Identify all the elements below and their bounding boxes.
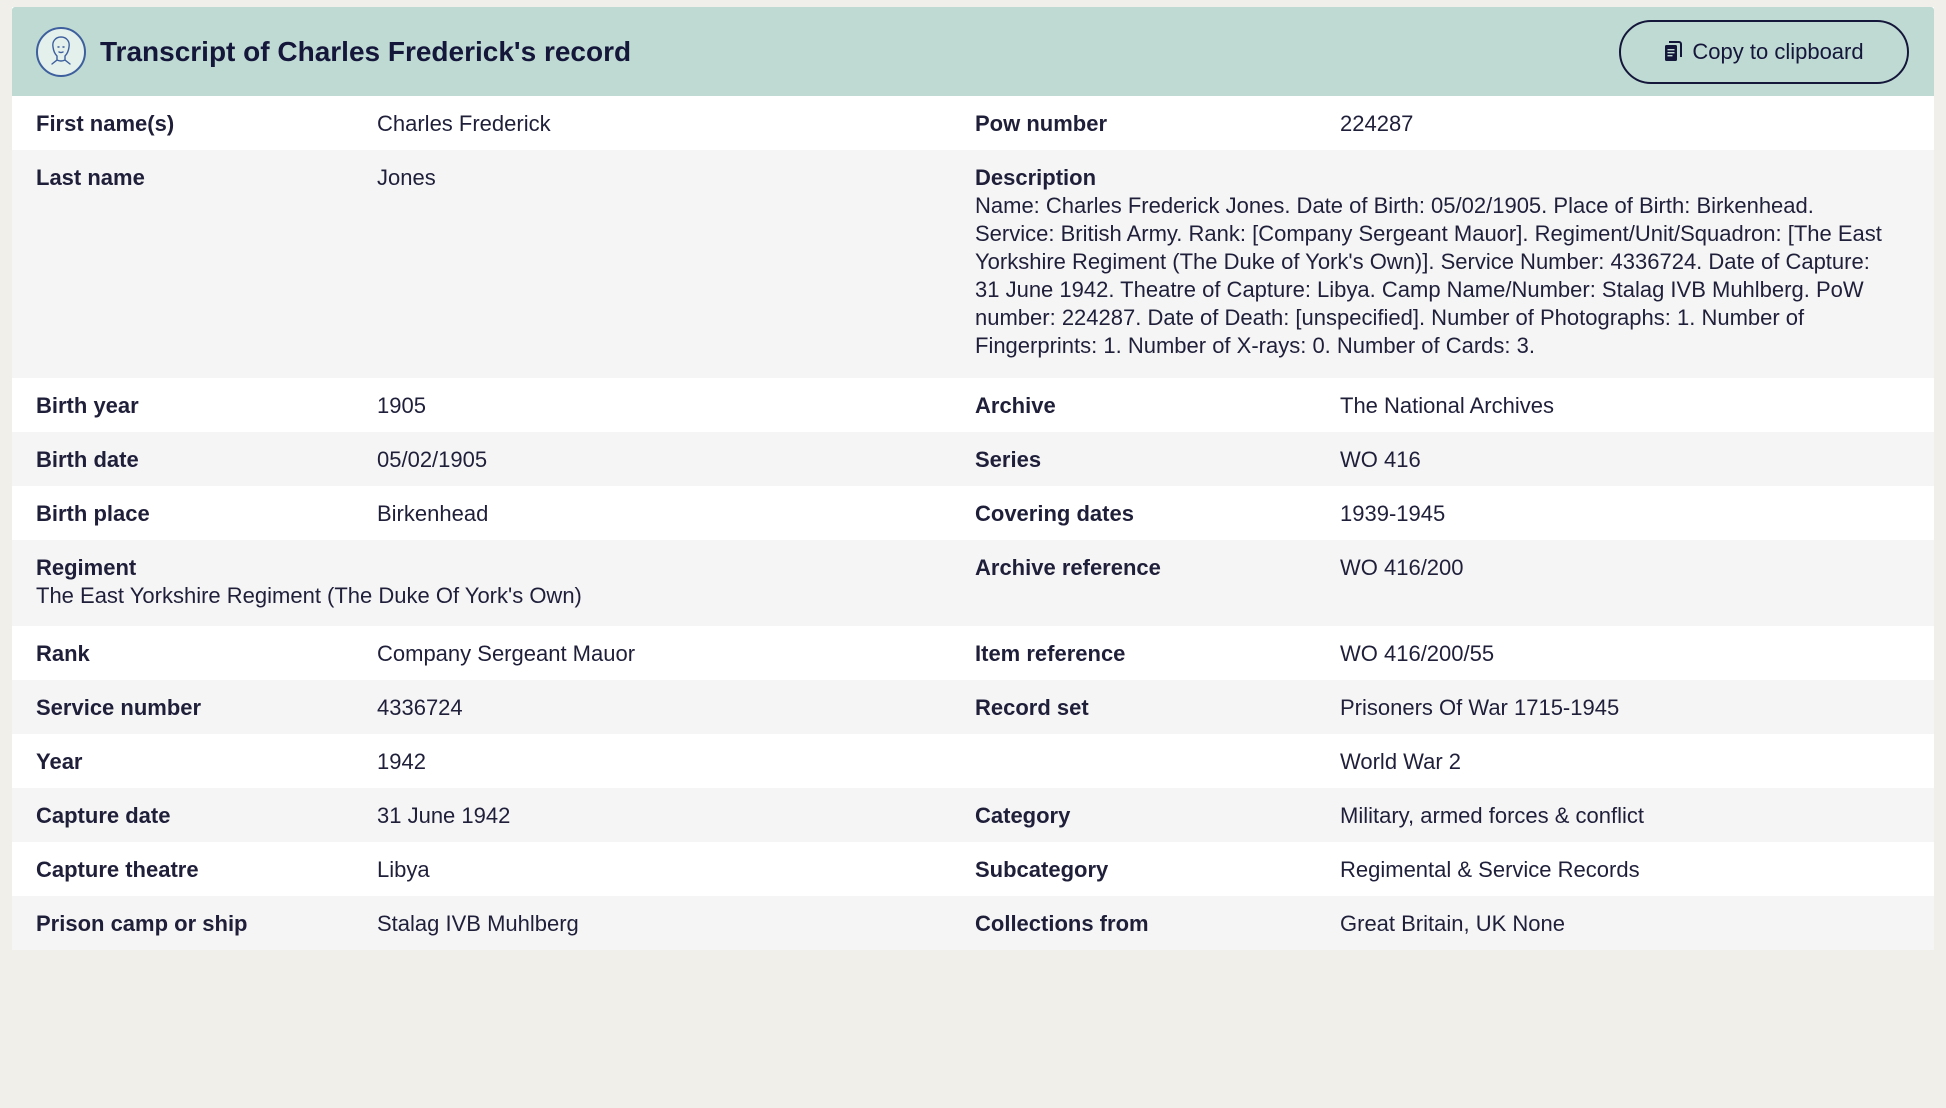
field-label: Prison camp or ship xyxy=(36,911,248,936)
field-value: WO 416 xyxy=(1340,447,1421,472)
description-text: Name: Charles Frederick Jones. Date of Birth: 05/02/1905. Place of Birth: Birkenhead. Service: British Army. Rank: [Company Sergeant Mauor]. Regiment/Unit/Squadron: [The East Yorkshire Regiment (The Duke of York's Own)]. Service Number: 4336724. Date of Capture: 31 June 1942. Theatre of Capture: Libya. Camp Name/Number: Stalag IVB Muhlberg. PoW number: 224287. Date of Death: [unspecified]. Number of Photographs: 1. Number of Fingerprints: 1. Number of X-rays: 0. Number of Cards: 3. xyxy=(975,193,1882,358)
copy-to-clipboard-button[interactable] xyxy=(1619,20,1909,84)
record-row-first-name xyxy=(12,96,1934,150)
field-value: World War 2 xyxy=(1340,749,1462,774)
field-value: Jones xyxy=(377,165,436,190)
record-row-last-name xyxy=(12,150,1934,378)
transcript-header xyxy=(12,7,1934,96)
field-value: 224287 xyxy=(1340,111,1414,136)
record-row-service-number xyxy=(12,680,1934,734)
field-value: Regimental & Service Records xyxy=(1340,857,1640,882)
regiment-cell xyxy=(12,540,975,626)
field-value: Birkenhead xyxy=(377,501,489,526)
field-label: Record set xyxy=(975,695,1089,720)
field-value: WO 416/200/55 xyxy=(1340,641,1495,666)
copy-button-label: Copy to clipboard xyxy=(1692,38,1864,64)
field-label: Archive xyxy=(975,393,1056,418)
record-row-prison-camp xyxy=(12,896,1934,950)
field-label: Regiment xyxy=(36,555,137,580)
field-value: The National Archives xyxy=(1340,393,1554,418)
record-row-rank xyxy=(12,626,1934,680)
field-value: WO 416/200 xyxy=(1340,555,1464,580)
person-icon xyxy=(36,27,86,77)
transcript-panel xyxy=(12,7,1934,950)
field-label: Capture date xyxy=(36,803,171,828)
field-label: Birth date xyxy=(36,447,139,472)
field-label: Pow number xyxy=(975,111,1108,136)
field-value: Company Sergeant Mauor xyxy=(377,641,636,666)
record-row-year xyxy=(12,734,1934,788)
description-label: Description xyxy=(975,165,1097,190)
field-value: 4336724 xyxy=(377,695,463,720)
record-row-birth-place xyxy=(12,486,1934,540)
field-value: 1942 xyxy=(377,749,426,774)
clipboard-icon xyxy=(1664,41,1682,63)
record-row-capture-theatre xyxy=(12,842,1934,896)
field-value: 1905 xyxy=(377,393,426,418)
field-value: Charles Frederick xyxy=(377,111,551,136)
field-value: Military, armed forces & conflict xyxy=(1340,803,1645,828)
field-label: Birth year xyxy=(36,393,139,418)
field-label: Archive reference xyxy=(975,555,1161,580)
field-label: First name(s) xyxy=(36,111,175,136)
field-label: Year xyxy=(36,749,83,774)
field-value: Stalag IVB Muhlberg xyxy=(377,911,579,936)
field-value: Great Britain, UK None xyxy=(1340,911,1565,936)
field-label: Item reference xyxy=(975,641,1126,666)
field-label: Collections from xyxy=(975,911,1149,936)
field-label xyxy=(975,734,1340,788)
record-row-birth-year xyxy=(12,378,1934,432)
record-row-birth-date xyxy=(12,432,1934,486)
field-label: Last name xyxy=(36,165,145,190)
field-value: The East Yorkshire Regiment (The Duke Of York's Own) xyxy=(36,583,582,608)
field-label: Covering dates xyxy=(975,501,1134,526)
title-wrap xyxy=(36,27,631,77)
field-value: 31 June 1942 xyxy=(377,803,511,828)
field-label: Birth place xyxy=(36,501,150,526)
record-row-capture-date xyxy=(12,788,1934,842)
field-value: Prisoners Of War 1715-1945 xyxy=(1340,695,1620,720)
field-label: Capture theatre xyxy=(36,857,199,882)
field-label: Rank xyxy=(36,641,90,666)
record-row-regiment xyxy=(12,540,1934,626)
page-title: Transcript of Charles Frederick's record xyxy=(100,35,632,67)
field-label: Service number xyxy=(36,695,202,720)
field-value: Libya xyxy=(377,857,430,882)
field-label: Category xyxy=(975,803,1071,828)
description-cell xyxy=(975,150,1934,378)
field-label: Series xyxy=(975,447,1042,472)
field-label: Subcategory xyxy=(975,857,1109,882)
field-value: 1939-1945 xyxy=(1340,501,1446,526)
field-value: 05/02/1905 xyxy=(377,447,488,472)
